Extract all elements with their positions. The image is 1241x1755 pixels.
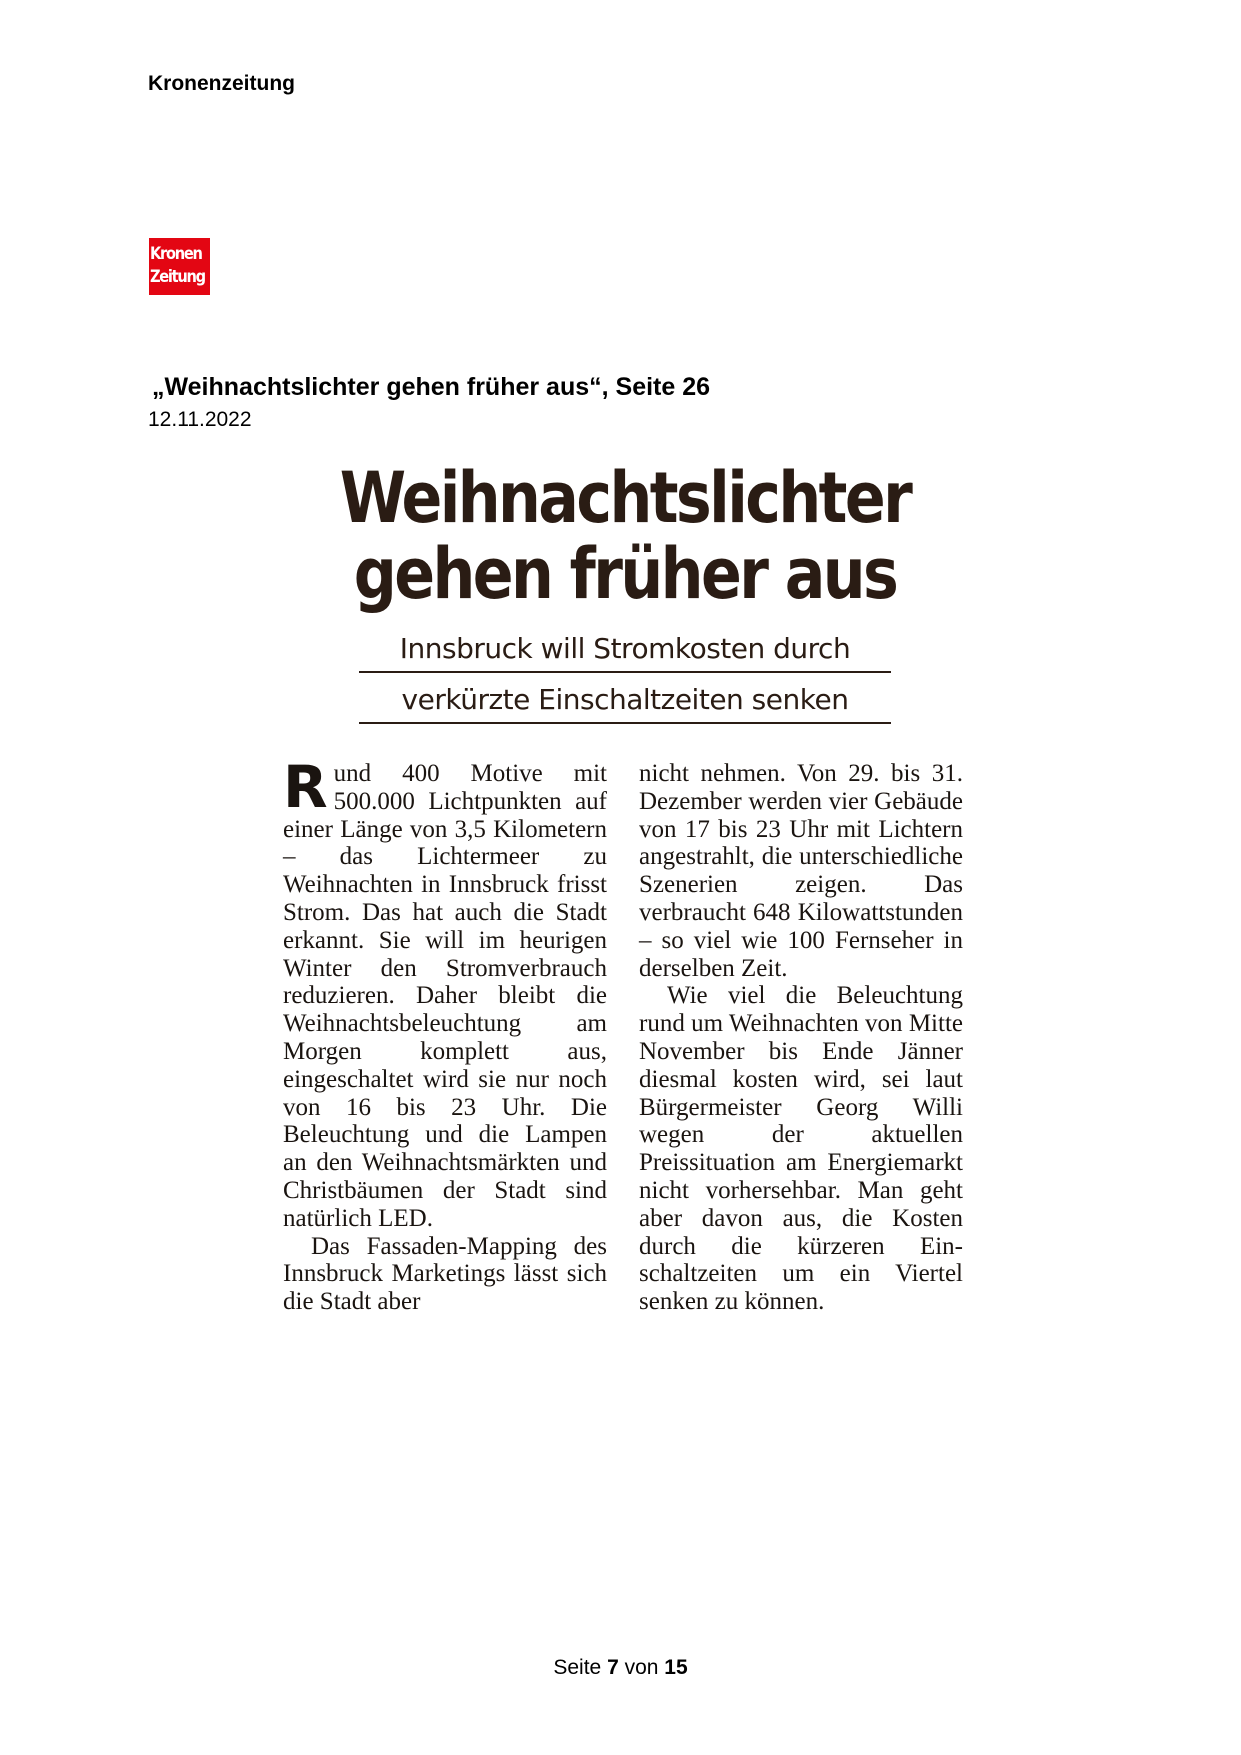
page-footer — [0, 1656, 1241, 1680]
subhead-line-1: Innsbruck will Stromkosten durch — [359, 632, 891, 673]
subhead-line-2: verkürzte Einschaltzeiten senken — [359, 683, 891, 724]
newspaper-clipping — [280, 457, 970, 1316]
article-subheadline — [359, 632, 891, 724]
article-reference-title: „Weihnachtslichter gehen früher aus“, Seite 26 — [152, 373, 711, 401]
paragraph: Wie viel die Beleuchtung rund um Weihnachten von Mitte November bis Ende Jänner diesmal kosten wird, sei laut Bürgermeister Georg Willi wegen der aktuellen Preissituation am Energiemarkt nicht vorhersehbar. Man geht aber davon aus, die Kosten durch die kürzeren Einschaltzeiten um ein Viertel senken zu können. — [639, 982, 963, 1316]
article-date: 12.11.2022 — [148, 408, 252, 431]
paragraph-text: und 400 Motive mit 500.000 Lichtpunkten auf einer Länge von 3,5 Kilometern – das Lichtermeer zu Weihnachten in Innsbruck frisst Strom. Das hat auch die Stadt erkannt. Sie will im heurigen Winter den Stromverbrauch reduzieren. Daher bleibt die Weihnachtsbeleuchtung am Morgen komplett aus, eingeschaltet wird sie nur noch von 16 bis 23 Uhr. Die Beleuchtung und die Lampen an den Weihnachtsmärkten und Christbäumen der Stadt sind natürlich LED. — [283, 760, 607, 1232]
publication-name: Kronenzeitung — [148, 72, 295, 95]
logo-line-1: Kronen — [150, 244, 202, 264]
paragraph: nicht nehmen. Von 29. bis 31. Dezember werden vier Gebäude von 17 bis 23 Uhr mit Lichtern angestrahlt, die unterschiedliche Szenerien zeigen. Das verbraucht 648 Kilowattstunden – so viel wie 100 Fernseher in derselben Zeit. — [639, 760, 963, 982]
footer-prefix: Seite — [553, 1656, 602, 1679]
article-headline — [328, 457, 921, 615]
footer-total-pages: 15 — [664, 1656, 688, 1679]
paragraph: Das Fassaden-Mapping des Innsbruck Marketings lässt sich die Stadt aber — [283, 1232, 607, 1316]
paragraph — [283, 753, 607, 1233]
headline-line-1: Weihnachtslichter — [339, 457, 911, 539]
article-column-1 — [283, 753, 607, 1316]
drop-cap: R — [283, 753, 328, 821]
headline-line-2: gehen früher aus — [353, 533, 897, 615]
logo-line-2: Zeitung — [150, 267, 205, 287]
article-body — [283, 753, 963, 1316]
kronen-zeitung-logo — [149, 238, 210, 295]
footer-middle: von — [624, 1656, 659, 1679]
article-column-2 — [639, 760, 963, 1316]
footer-current-page: 7 — [607, 1656, 619, 1679]
